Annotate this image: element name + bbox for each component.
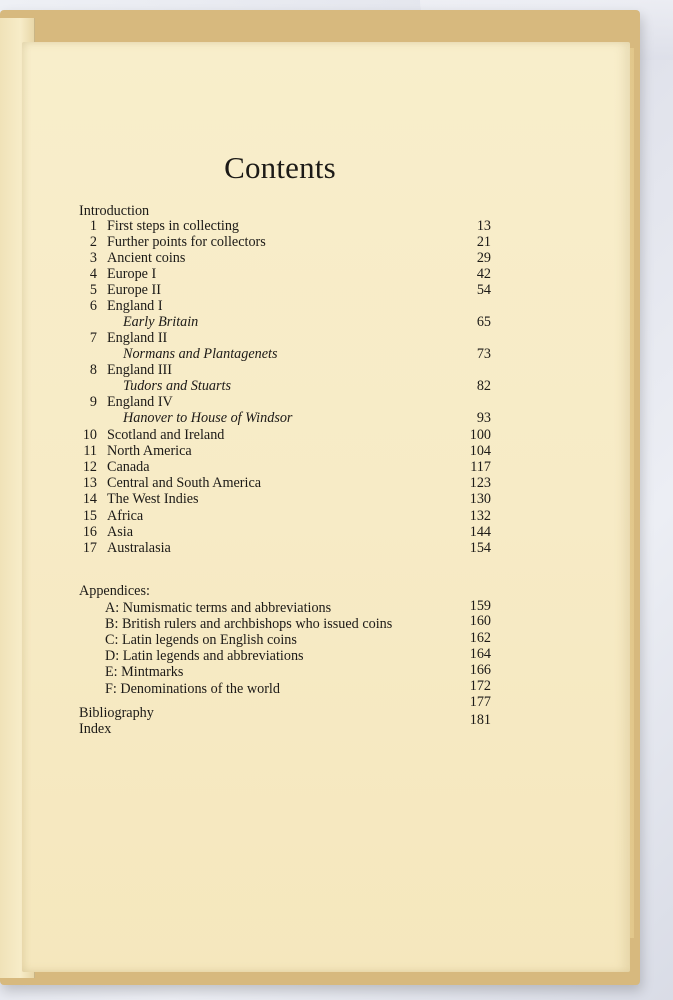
chapter-number: 15 [82, 508, 97, 524]
chapter-title: Scotland and Ireland [107, 427, 225, 443]
chapter-title: Canada [107, 459, 150, 475]
toc-row [79, 491, 491, 508]
toc-row [79, 250, 491, 267]
toc-row [79, 508, 491, 525]
chapter-title: Europe II [107, 282, 161, 298]
chapter-number: 1 [89, 218, 97, 234]
chapter-number: 14 [82, 491, 97, 507]
page-number: 104 [469, 443, 491, 459]
toc-row [79, 524, 491, 541]
appendix-row [79, 678, 491, 698]
toc-row [79, 346, 491, 363]
page-number: 21 [476, 234, 491, 250]
page-number: 100 [469, 427, 491, 443]
chapter-title: England I [107, 298, 163, 314]
chapter-number: 12 [82, 459, 97, 475]
chapter-title: England III [107, 362, 173, 378]
back-matter-title: Bibliography [79, 705, 154, 721]
chapter-title: Europe I [107, 266, 157, 282]
page-number: 159 [469, 598, 491, 614]
appendix-row [79, 613, 491, 633]
page-number: 82 [476, 378, 491, 394]
toc-row [79, 443, 491, 460]
page-number: 117 [470, 459, 491, 475]
chapter-title: England IV [107, 394, 173, 410]
chapter-number: 6 [89, 298, 97, 314]
page-number: 130 [469, 491, 491, 507]
chapter-number: 9 [89, 394, 97, 410]
page-number: 162 [469, 630, 491, 646]
appendix-row [79, 664, 491, 681]
appendix-row [79, 600, 491, 617]
page-number: 73 [476, 346, 491, 362]
toc-row [79, 298, 491, 315]
chapter-number: 3 [89, 250, 97, 266]
chapter-title: Asia [107, 524, 134, 540]
toc-row [79, 330, 491, 347]
chapter-number: 4 [89, 266, 97, 282]
chapter-title: The West Indies [107, 491, 199, 507]
chapter-subtitle: Normans and Plantagenets [123, 346, 278, 362]
toc-row [79, 282, 491, 299]
page-number: 65 [476, 314, 491, 330]
toc-row [79, 378, 491, 395]
chapter-subtitle: Early Britain [123, 314, 199, 330]
page-title: Contents [224, 150, 336, 185]
chapter-number: 11 [83, 443, 97, 459]
chapter-title: North America [107, 443, 192, 459]
chapter-number: 17 [82, 540, 97, 556]
appendix-title: D: Latin legends and abbreviations [105, 648, 304, 664]
page-number: 172 [469, 678, 491, 694]
toc-row [79, 266, 491, 283]
chapter-title: Ancient coins [107, 250, 186, 266]
page-number: 144 [469, 524, 491, 540]
toc-label: Introduction [79, 203, 150, 219]
toc-row [79, 362, 491, 379]
toc-row [79, 410, 491, 427]
toc-label: Appendices: [79, 583, 150, 599]
page-number: 164 [469, 646, 491, 662]
chapter-title: First steps in collecting [107, 218, 240, 234]
page-number: 29 [476, 250, 491, 266]
appendix-title: B: British rulers and archbishops who issued coins [105, 616, 393, 632]
appendices-heading [79, 583, 491, 600]
page-number: 54 [476, 282, 491, 298]
chapter-title: Central and South America [107, 475, 262, 491]
page-number: 93 [476, 410, 491, 426]
chapter-number: 2 [89, 234, 97, 250]
page-number: 13 [476, 218, 491, 234]
chapter-title: Australasia [107, 540, 171, 556]
chapter-number: 16 [82, 524, 97, 540]
chapter-number: 10 [82, 427, 97, 443]
chapter-number: 8 [89, 362, 97, 378]
toc-row [79, 234, 491, 251]
chapter-title: Further points for collectors [107, 234, 266, 250]
page-number: 177 [469, 694, 491, 710]
appendix-title: F: Denominations of the world [105, 681, 280, 697]
toc-row [79, 540, 491, 557]
page-number: 132 [469, 508, 491, 524]
toc-row [79, 394, 491, 411]
appendix-title: A: Numismatic terms and abbreviations [105, 600, 332, 616]
chapter-number: 7 [89, 330, 97, 346]
page-number: 154 [469, 540, 491, 556]
page-number: 166 [469, 662, 491, 678]
page-number: 181 [469, 712, 491, 728]
toc-row [79, 314, 491, 331]
page-number: 160 [469, 613, 491, 629]
toc-row [79, 218, 491, 235]
appendix-row [79, 632, 491, 649]
chapter-title: England II [107, 330, 168, 346]
appendix-row [79, 648, 491, 665]
toc-row [79, 459, 491, 476]
toc-row [79, 427, 491, 444]
back-matter-row [79, 694, 491, 722]
page-number: 42 [476, 266, 491, 282]
chapter-title: Africa [107, 508, 144, 524]
appendix-title: E: Mintmarks [105, 664, 184, 680]
toc-row [79, 475, 491, 492]
appendix-title: C: Latin legends on English coins [105, 632, 297, 648]
page-number: 123 [469, 475, 491, 491]
chapter-number: 5 [89, 282, 97, 298]
chapter-number: 13 [82, 475, 97, 491]
back-matter-title: Index [79, 721, 112, 737]
chapter-subtitle: Tudors and Stuarts [123, 378, 232, 394]
chapter-subtitle: Hanover to House of Windsor [123, 410, 293, 426]
